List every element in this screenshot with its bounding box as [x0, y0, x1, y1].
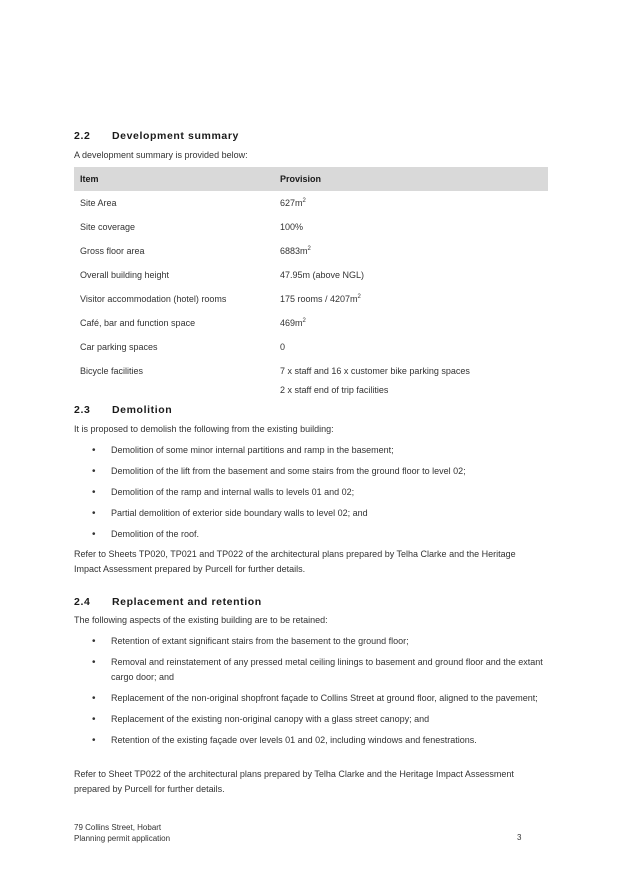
section-title: Demolition	[112, 404, 173, 416]
section-outro: Refer to Sheets TP020, TP021 and TP022 of the architectural plans prepared by Telha Clarke and the Heritage Impact Assessment prepared by Purcell for further details.	[74, 549, 516, 574]
table-cell-item: Visitor accommodation (hotel) rooms	[80, 294, 227, 304]
development-summary-table	[74, 167, 548, 403]
table-cell-provision	[274, 287, 548, 311]
section-outro: Refer to Sheet TP022 of the architectural plans prepared by Telha Clarke and the Heritage Impact Assessment prepared by Purcell for further details.	[74, 769, 514, 794]
list-item: • Partial demolition of exterior side boundary walls to level 02; and	[74, 506, 544, 521]
section-title: Replacement and retention	[112, 596, 262, 608]
section-number: 2.3	[74, 404, 91, 416]
section-number: 2.4	[74, 596, 91, 608]
table-cell-item: Bicycle facilities	[80, 366, 144, 376]
section-number: 2.2	[74, 130, 91, 142]
table-cell-provision	[274, 191, 548, 215]
table-cell-item	[74, 383, 274, 403]
table-cell-provision	[274, 359, 548, 383]
footer-document-title: Planning permit application	[74, 834, 171, 843]
table-header-provision: Provision	[274, 167, 548, 191]
table-cell-item: Café, bar and function space	[80, 318, 196, 328]
section-intro: It is proposed to demolish the following from the existing building:	[74, 424, 334, 434]
list-item: • Removal and reinstatement of any pressed metal ceiling linings to basement and ground floor and the extant cargo door; and	[74, 655, 544, 685]
provision-value: 47.95m (above NGL)	[280, 270, 365, 280]
section-intro: A development summary is provided below:	[74, 150, 248, 160]
table-row	[74, 215, 548, 239]
list-item: • Replacement of the existing non-original canopy with a glass street canopy; and	[74, 712, 544, 727]
page-footer	[74, 822, 170, 844]
table-header-item: Item	[74, 167, 274, 191]
superscript: 2	[302, 198, 306, 204]
page-number: 3	[517, 833, 522, 842]
table-cell-provision	[274, 311, 548, 335]
provision-value: 7 x staff and 16 x customer bike parking spaces	[280, 366, 470, 376]
superscript: 2	[307, 246, 311, 252]
table-cell-item: Car parking spaces	[80, 342, 158, 352]
table-row	[74, 239, 548, 263]
list-item: • Demolition of the lift from the basement and some stairs from the ground floor to level 02;	[74, 464, 544, 479]
table-row	[74, 359, 548, 383]
list-item: • Demolition of some minor internal partitions and ramp in the basement;	[74, 443, 544, 458]
footer-address: 79 Collins Street, Hobart	[74, 823, 162, 832]
table-cell-provision: 2 x staff end of trip facilities	[280, 385, 389, 395]
table-row	[74, 287, 548, 311]
list-item: • Retention of the existing façade over levels 01 and 02, including windows and fenestrations.	[74, 733, 544, 748]
retention-list	[74, 634, 544, 748]
table-cell-item: Overall building height	[80, 270, 170, 280]
table-cell-item: Site coverage	[80, 222, 136, 232]
provision-value: 6883m	[280, 246, 308, 256]
list-item: • Demolition of the ramp and internal walls to levels 01 and 02;	[74, 485, 544, 500]
table-row	[74, 191, 548, 215]
section-heading-2-3	[74, 404, 172, 416]
demolition-list	[74, 443, 544, 542]
table-row	[74, 383, 548, 403]
table-row	[74, 263, 548, 287]
list-item: • Retention of extant significant stairs from the basement to the ground floor;	[74, 634, 544, 649]
table-cell-provision	[274, 263, 548, 287]
superscript: 2	[302, 318, 306, 324]
provision-value: 627m	[280, 198, 303, 208]
table-row	[74, 335, 548, 359]
section-intro: The following aspects of the existing building are to be retained:	[74, 615, 328, 625]
table-row	[74, 311, 548, 335]
list-item: • Demolition of the roof.	[74, 527, 544, 542]
provision-value: 0	[280, 342, 286, 352]
table-cell-item: Site Area	[80, 198, 117, 208]
table-cell-provision	[274, 215, 548, 239]
provision-value: 469m	[280, 318, 303, 328]
superscript: 2	[357, 294, 361, 300]
section-heading-2-2	[74, 130, 239, 142]
table-cell-provision	[274, 335, 548, 359]
provision-value: 175 rooms / 4207m	[280, 294, 358, 304]
list-item: • Replacement of the non-original shopfront façade to Collins Street at ground floor, aligned to the pavement;	[74, 691, 544, 706]
table-header-row	[74, 167, 548, 191]
section-title: Development summary	[112, 130, 239, 142]
section-heading-2-4	[74, 596, 262, 608]
provision-value: 100%	[280, 222, 304, 232]
table-cell-item: Gross floor area	[80, 246, 145, 256]
table-cell-provision	[274, 239, 548, 263]
